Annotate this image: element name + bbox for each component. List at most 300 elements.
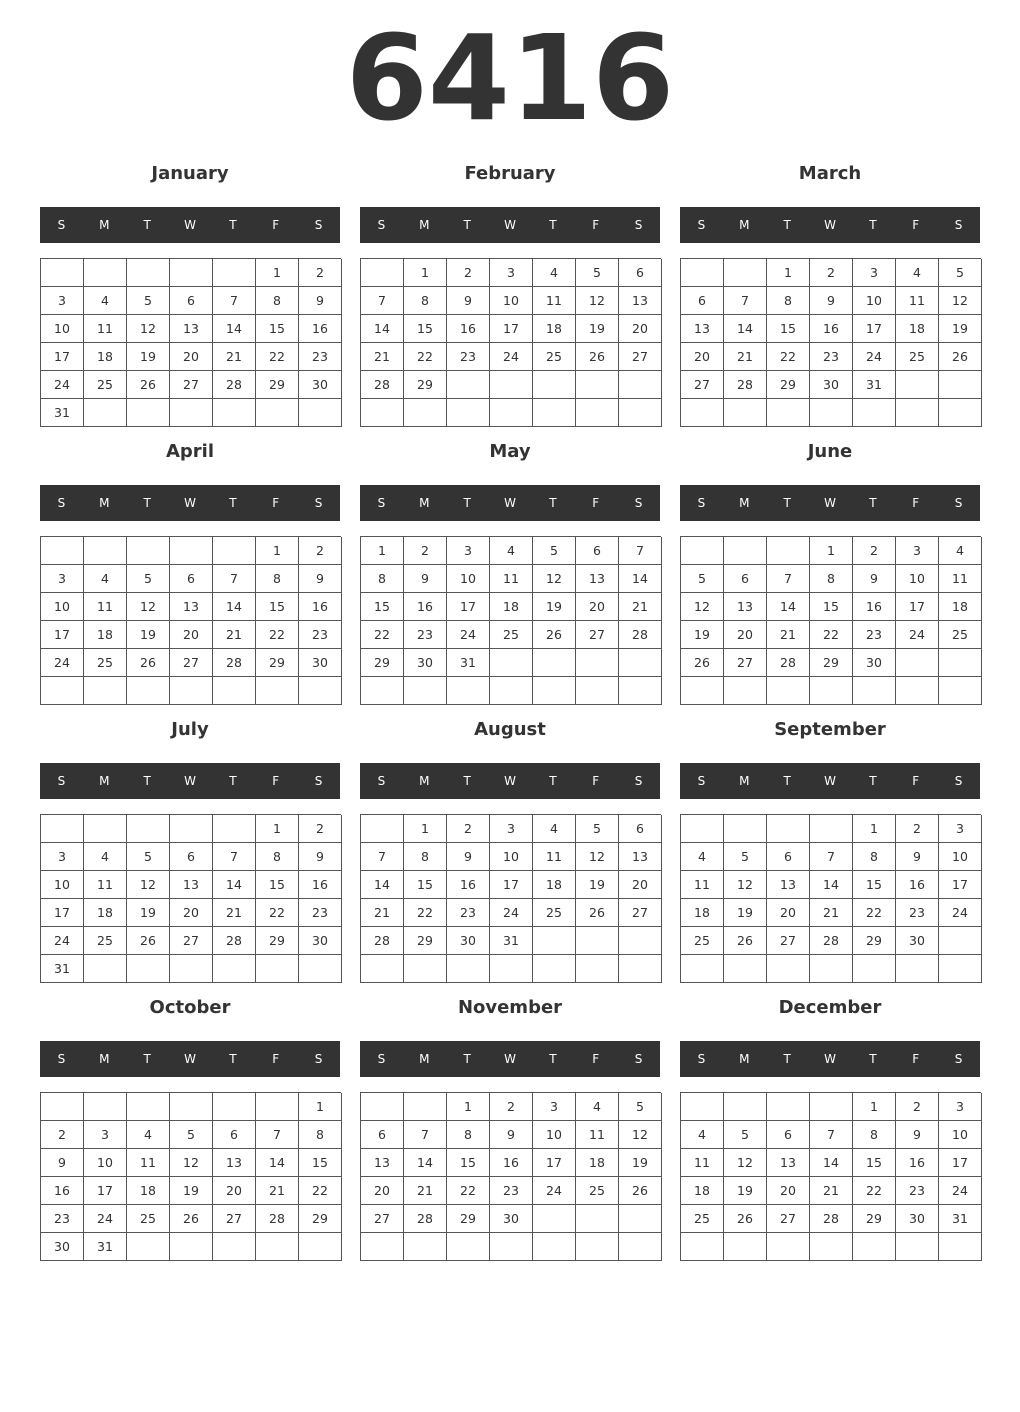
day-cell[interactable]: 15 [767, 315, 810, 343]
day-cell[interactable]: 1 [810, 537, 853, 565]
day-cell[interactable]: 3 [939, 1093, 982, 1121]
day-cell[interactable]: 5 [724, 1121, 767, 1149]
day-cell[interactable]: 6 [681, 287, 724, 315]
day-cell[interactable]: 15 [810, 593, 853, 621]
day-cell[interactable]: 24 [41, 927, 84, 955]
day-cell[interactable]: 14 [810, 871, 853, 899]
day-cell[interactable]: 20 [170, 899, 213, 927]
day-cell[interactable]: 20 [170, 343, 213, 371]
day-cell[interactable]: 22 [810, 621, 853, 649]
day-cell[interactable]: 23 [299, 343, 342, 371]
day-cell[interactable]: 31 [41, 399, 84, 427]
day-cell[interactable]: 30 [447, 927, 490, 955]
day-cell[interactable]: 22 [361, 621, 404, 649]
day-cell[interactable]: 26 [724, 1205, 767, 1233]
day-cell[interactable]: 21 [404, 1177, 447, 1205]
day-cell[interactable]: 11 [533, 843, 576, 871]
day-cell[interactable]: 23 [810, 343, 853, 371]
day-cell[interactable]: 29 [853, 1205, 896, 1233]
day-cell[interactable]: 12 [170, 1149, 213, 1177]
day-cell[interactable]: 24 [939, 899, 982, 927]
day-cell[interactable]: 14 [810, 1149, 853, 1177]
day-cell[interactable]: 2 [41, 1121, 84, 1149]
day-cell[interactable]: 19 [576, 315, 619, 343]
day-cell[interactable]: 24 [41, 649, 84, 677]
day-cell[interactable]: 13 [361, 1149, 404, 1177]
day-cell[interactable]: 5 [127, 287, 170, 315]
day-cell[interactable]: 31 [447, 649, 490, 677]
day-cell[interactable]: 16 [853, 593, 896, 621]
day-cell[interactable]: 28 [810, 1205, 853, 1233]
day-cell[interactable]: 15 [256, 871, 299, 899]
day-cell[interactable]: 14 [256, 1149, 299, 1177]
day-cell[interactable]: 1 [853, 1093, 896, 1121]
day-cell[interactable]: 9 [896, 843, 939, 871]
day-cell[interactable]: 4 [681, 1121, 724, 1149]
day-cell[interactable]: 31 [41, 955, 84, 983]
day-cell[interactable]: 15 [853, 871, 896, 899]
day-cell[interactable]: 10 [939, 843, 982, 871]
day-cell[interactable]: 2 [447, 815, 490, 843]
day-cell[interactable]: 2 [404, 537, 447, 565]
day-cell[interactable]: 11 [939, 565, 982, 593]
day-cell[interactable]: 24 [939, 1177, 982, 1205]
day-cell[interactable]: 11 [681, 1149, 724, 1177]
day-cell[interactable]: 4 [84, 843, 127, 871]
day-cell[interactable]: 5 [619, 1093, 662, 1121]
day-cell[interactable]: 15 [404, 871, 447, 899]
day-cell[interactable]: 21 [619, 593, 662, 621]
day-cell[interactable]: 13 [619, 287, 662, 315]
day-cell[interactable]: 18 [533, 871, 576, 899]
day-cell[interactable]: 20 [767, 899, 810, 927]
day-cell[interactable]: 13 [619, 843, 662, 871]
day-cell[interactable]: 4 [84, 287, 127, 315]
day-cell[interactable]: 23 [404, 621, 447, 649]
day-cell[interactable]: 30 [299, 371, 342, 399]
day-cell[interactable]: 1 [256, 815, 299, 843]
day-cell[interactable]: 14 [213, 315, 256, 343]
day-cell[interactable]: 3 [939, 815, 982, 843]
day-cell[interactable]: 10 [41, 315, 84, 343]
day-cell[interactable]: 28 [767, 649, 810, 677]
day-cell[interactable]: 8 [767, 287, 810, 315]
day-cell[interactable]: 29 [256, 649, 299, 677]
day-cell[interactable]: 12 [681, 593, 724, 621]
day-cell[interactable]: 29 [256, 371, 299, 399]
day-cell[interactable]: 28 [724, 371, 767, 399]
day-cell[interactable]: 25 [533, 899, 576, 927]
day-cell[interactable]: 31 [490, 927, 533, 955]
day-cell[interactable]: 16 [490, 1149, 533, 1177]
day-cell[interactable]: 22 [853, 1177, 896, 1205]
day-cell[interactable]: 27 [767, 1205, 810, 1233]
day-cell[interactable]: 17 [490, 871, 533, 899]
day-cell[interactable]: 28 [213, 649, 256, 677]
day-cell[interactable]: 17 [41, 899, 84, 927]
day-cell[interactable]: 18 [84, 621, 127, 649]
day-cell[interactable]: 28 [619, 621, 662, 649]
day-cell[interactable]: 1 [361, 537, 404, 565]
day-cell[interactable]: 1 [299, 1093, 342, 1121]
day-cell[interactable]: 18 [127, 1177, 170, 1205]
day-cell[interactable]: 24 [490, 343, 533, 371]
day-cell[interactable]: 7 [767, 565, 810, 593]
day-cell[interactable]: 16 [447, 871, 490, 899]
day-cell[interactable]: 13 [724, 593, 767, 621]
day-cell[interactable]: 14 [767, 593, 810, 621]
day-cell[interactable]: 29 [447, 1205, 490, 1233]
day-cell[interactable]: 25 [681, 1205, 724, 1233]
day-cell[interactable]: 21 [767, 621, 810, 649]
day-cell[interactable]: 18 [533, 315, 576, 343]
day-cell[interactable]: 27 [619, 343, 662, 371]
day-cell[interactable]: 16 [896, 1149, 939, 1177]
day-cell[interactable]: 26 [127, 927, 170, 955]
day-cell[interactable]: 5 [127, 565, 170, 593]
day-cell[interactable]: 20 [767, 1177, 810, 1205]
day-cell[interactable]: 26 [576, 899, 619, 927]
day-cell[interactable]: 21 [810, 1177, 853, 1205]
day-cell[interactable]: 13 [170, 593, 213, 621]
day-cell[interactable]: 13 [681, 315, 724, 343]
day-cell[interactable]: 26 [127, 649, 170, 677]
day-cell[interactable]: 30 [810, 371, 853, 399]
day-cell[interactable]: 5 [576, 259, 619, 287]
day-cell[interactable]: 8 [404, 287, 447, 315]
day-cell[interactable]: 10 [41, 593, 84, 621]
day-cell[interactable]: 13 [170, 871, 213, 899]
day-cell[interactable]: 28 [810, 927, 853, 955]
day-cell[interactable]: 2 [810, 259, 853, 287]
day-cell[interactable]: 14 [361, 871, 404, 899]
day-cell[interactable]: 11 [84, 871, 127, 899]
day-cell[interactable]: 16 [404, 593, 447, 621]
day-cell[interactable]: 10 [853, 287, 896, 315]
day-cell[interactable]: 2 [299, 537, 342, 565]
day-cell[interactable]: 24 [533, 1177, 576, 1205]
day-cell[interactable]: 30 [299, 927, 342, 955]
day-cell[interactable]: 24 [447, 621, 490, 649]
day-cell[interactable]: 3 [896, 537, 939, 565]
day-cell[interactable]: 29 [404, 927, 447, 955]
day-cell[interactable]: 12 [619, 1121, 662, 1149]
day-cell[interactable]: 23 [447, 899, 490, 927]
day-cell[interactable]: 5 [170, 1121, 213, 1149]
day-cell[interactable]: 27 [767, 927, 810, 955]
day-cell[interactable]: 16 [299, 315, 342, 343]
day-cell[interactable]: 2 [490, 1093, 533, 1121]
day-cell[interactable]: 7 [404, 1121, 447, 1149]
day-cell[interactable]: 29 [767, 371, 810, 399]
day-cell[interactable]: 9 [447, 287, 490, 315]
day-cell[interactable]: 9 [41, 1149, 84, 1177]
day-cell[interactable]: 20 [619, 315, 662, 343]
day-cell[interactable]: 23 [490, 1177, 533, 1205]
day-cell[interactable]: 28 [361, 927, 404, 955]
day-cell[interactable]: 14 [213, 593, 256, 621]
day-cell[interactable]: 1 [447, 1093, 490, 1121]
day-cell[interactable]: 15 [256, 315, 299, 343]
day-cell[interactable]: 6 [170, 287, 213, 315]
day-cell[interactable]: 2 [447, 259, 490, 287]
day-cell[interactable]: 31 [84, 1233, 127, 1261]
day-cell[interactable]: 14 [361, 315, 404, 343]
day-cell[interactable]: 4 [576, 1093, 619, 1121]
day-cell[interactable]: 8 [447, 1121, 490, 1149]
day-cell[interactable]: 25 [533, 343, 576, 371]
day-cell[interactable]: 3 [490, 259, 533, 287]
day-cell[interactable]: 8 [361, 565, 404, 593]
day-cell[interactable]: 3 [41, 565, 84, 593]
day-cell[interactable]: 17 [84, 1177, 127, 1205]
day-cell[interactable]: 18 [896, 315, 939, 343]
day-cell[interactable]: 19 [127, 621, 170, 649]
day-cell[interactable]: 23 [896, 1177, 939, 1205]
day-cell[interactable]: 15 [447, 1149, 490, 1177]
day-cell[interactable]: 26 [619, 1177, 662, 1205]
day-cell[interactable]: 28 [256, 1205, 299, 1233]
day-cell[interactable]: 12 [724, 871, 767, 899]
day-cell[interactable]: 12 [576, 843, 619, 871]
day-cell[interactable]: 6 [767, 843, 810, 871]
day-cell[interactable]: 13 [213, 1149, 256, 1177]
day-cell[interactable]: 25 [896, 343, 939, 371]
day-cell[interactable]: 19 [127, 343, 170, 371]
day-cell[interactable]: 12 [127, 871, 170, 899]
day-cell[interactable]: 20 [213, 1177, 256, 1205]
day-cell[interactable]: 7 [256, 1121, 299, 1149]
day-cell[interactable]: 9 [490, 1121, 533, 1149]
day-cell[interactable]: 8 [853, 843, 896, 871]
day-cell[interactable]: 7 [619, 537, 662, 565]
day-cell[interactable]: 8 [404, 843, 447, 871]
day-cell[interactable]: 30 [404, 649, 447, 677]
day-cell[interactable]: 23 [853, 621, 896, 649]
day-cell[interactable]: 14 [724, 315, 767, 343]
day-cell[interactable]: 6 [619, 259, 662, 287]
day-cell[interactable]: 21 [810, 899, 853, 927]
day-cell[interactable]: 15 [361, 593, 404, 621]
day-cell[interactable]: 25 [84, 649, 127, 677]
day-cell[interactable]: 11 [84, 593, 127, 621]
day-cell[interactable]: 27 [576, 621, 619, 649]
day-cell[interactable]: 1 [767, 259, 810, 287]
day-cell[interactable]: 24 [84, 1205, 127, 1233]
day-cell[interactable]: 17 [41, 621, 84, 649]
day-cell[interactable]: 20 [576, 593, 619, 621]
day-cell[interactable]: 9 [853, 565, 896, 593]
day-cell[interactable]: 4 [490, 537, 533, 565]
day-cell[interactable]: 27 [213, 1205, 256, 1233]
day-cell[interactable]: 29 [810, 649, 853, 677]
day-cell[interactable]: 16 [896, 871, 939, 899]
day-cell[interactable]: 26 [576, 343, 619, 371]
day-cell[interactable]: 2 [853, 537, 896, 565]
day-cell[interactable]: 14 [213, 871, 256, 899]
day-cell[interactable]: 17 [939, 871, 982, 899]
day-cell[interactable]: 27 [724, 649, 767, 677]
day-cell[interactable]: 11 [533, 287, 576, 315]
day-cell[interactable]: 17 [533, 1149, 576, 1177]
day-cell[interactable]: 6 [619, 815, 662, 843]
day-cell[interactable]: 10 [447, 565, 490, 593]
day-cell[interactable]: 7 [810, 843, 853, 871]
day-cell[interactable]: 30 [41, 1233, 84, 1261]
day-cell[interactable]: 3 [84, 1121, 127, 1149]
day-cell[interactable]: 25 [490, 621, 533, 649]
day-cell[interactable]: 6 [361, 1121, 404, 1149]
day-cell[interactable]: 28 [404, 1205, 447, 1233]
day-cell[interactable]: 9 [299, 287, 342, 315]
day-cell[interactable]: 4 [127, 1121, 170, 1149]
day-cell[interactable]: 17 [939, 1149, 982, 1177]
day-cell[interactable]: 16 [41, 1177, 84, 1205]
day-cell[interactable]: 14 [404, 1149, 447, 1177]
day-cell[interactable]: 20 [170, 621, 213, 649]
day-cell[interactable]: 21 [213, 899, 256, 927]
day-cell[interactable]: 25 [681, 927, 724, 955]
day-cell[interactable]: 29 [299, 1205, 342, 1233]
day-cell[interactable]: 16 [810, 315, 853, 343]
day-cell[interactable]: 2 [896, 815, 939, 843]
day-cell[interactable]: 9 [896, 1121, 939, 1149]
day-cell[interactable]: 3 [41, 843, 84, 871]
day-cell[interactable]: 8 [256, 565, 299, 593]
day-cell[interactable]: 6 [213, 1121, 256, 1149]
day-cell[interactable]: 2 [896, 1093, 939, 1121]
day-cell[interactable]: 24 [853, 343, 896, 371]
day-cell[interactable]: 19 [939, 315, 982, 343]
day-cell[interactable]: 27 [619, 899, 662, 927]
day-cell[interactable]: 11 [576, 1121, 619, 1149]
day-cell[interactable]: 25 [576, 1177, 619, 1205]
day-cell[interactable]: 26 [127, 371, 170, 399]
day-cell[interactable]: 2 [299, 815, 342, 843]
day-cell[interactable]: 23 [299, 621, 342, 649]
day-cell[interactable]: 18 [681, 1177, 724, 1205]
day-cell[interactable]: 7 [213, 843, 256, 871]
day-cell[interactable]: 26 [724, 927, 767, 955]
day-cell[interactable]: 13 [767, 1149, 810, 1177]
day-cell[interactable]: 30 [490, 1205, 533, 1233]
day-cell[interactable]: 10 [939, 1121, 982, 1149]
day-cell[interactable]: 21 [361, 343, 404, 371]
day-cell[interactable]: 7 [361, 287, 404, 315]
day-cell[interactable]: 22 [256, 899, 299, 927]
day-cell[interactable]: 8 [299, 1121, 342, 1149]
day-cell[interactable]: 28 [361, 371, 404, 399]
day-cell[interactable]: 20 [724, 621, 767, 649]
day-cell[interactable]: 12 [724, 1149, 767, 1177]
day-cell[interactable]: 8 [256, 843, 299, 871]
day-cell[interactable]: 3 [533, 1093, 576, 1121]
day-cell[interactable]: 18 [681, 899, 724, 927]
day-cell[interactable]: 29 [404, 371, 447, 399]
day-cell[interactable]: 20 [619, 871, 662, 899]
day-cell[interactable]: 4 [533, 259, 576, 287]
day-cell[interactable]: 8 [810, 565, 853, 593]
day-cell[interactable]: 18 [490, 593, 533, 621]
day-cell[interactable]: 10 [896, 565, 939, 593]
day-cell[interactable]: 22 [853, 899, 896, 927]
day-cell[interactable]: 21 [361, 899, 404, 927]
day-cell[interactable]: 22 [767, 343, 810, 371]
day-cell[interactable]: 12 [939, 287, 982, 315]
day-cell[interactable]: 30 [853, 649, 896, 677]
day-cell[interactable]: 27 [361, 1205, 404, 1233]
day-cell[interactable]: 27 [170, 371, 213, 399]
day-cell[interactable]: 10 [490, 843, 533, 871]
day-cell[interactable]: 10 [41, 871, 84, 899]
day-cell[interactable]: 24 [896, 621, 939, 649]
day-cell[interactable]: 17 [896, 593, 939, 621]
day-cell[interactable]: 29 [853, 927, 896, 955]
day-cell[interactable]: 21 [213, 343, 256, 371]
day-cell[interactable]: 10 [84, 1149, 127, 1177]
day-cell[interactable]: 12 [576, 287, 619, 315]
day-cell[interactable]: 1 [853, 815, 896, 843]
day-cell[interactable]: 4 [84, 565, 127, 593]
day-cell[interactable]: 5 [681, 565, 724, 593]
day-cell[interactable]: 7 [213, 287, 256, 315]
day-cell[interactable]: 6 [170, 565, 213, 593]
day-cell[interactable]: 17 [853, 315, 896, 343]
day-cell[interactable]: 6 [576, 537, 619, 565]
day-cell[interactable]: 23 [896, 899, 939, 927]
day-cell[interactable]: 20 [361, 1177, 404, 1205]
day-cell[interactable]: 25 [84, 927, 127, 955]
day-cell[interactable]: 30 [299, 649, 342, 677]
day-cell[interactable]: 14 [619, 565, 662, 593]
day-cell[interactable]: 3 [447, 537, 490, 565]
day-cell[interactable]: 19 [170, 1177, 213, 1205]
day-cell[interactable]: 16 [447, 315, 490, 343]
day-cell[interactable]: 1 [404, 815, 447, 843]
day-cell[interactable]: 25 [84, 371, 127, 399]
day-cell[interactable]: 12 [533, 565, 576, 593]
day-cell[interactable]: 13 [767, 871, 810, 899]
day-cell[interactable]: 3 [490, 815, 533, 843]
day-cell[interactable]: 18 [939, 593, 982, 621]
day-cell[interactable]: 6 [724, 565, 767, 593]
day-cell[interactable]: 7 [724, 287, 767, 315]
day-cell[interactable]: 11 [681, 871, 724, 899]
day-cell[interactable]: 29 [361, 649, 404, 677]
day-cell[interactable]: 1 [256, 537, 299, 565]
day-cell[interactable]: 12 [127, 593, 170, 621]
day-cell[interactable]: 19 [533, 593, 576, 621]
day-cell[interactable]: 1 [256, 259, 299, 287]
day-cell[interactable]: 10 [533, 1121, 576, 1149]
day-cell[interactable]: 24 [41, 371, 84, 399]
day-cell[interactable]: 16 [299, 593, 342, 621]
day-cell[interactable]: 4 [681, 843, 724, 871]
day-cell[interactable]: 5 [939, 259, 982, 287]
day-cell[interactable]: 28 [213, 371, 256, 399]
day-cell[interactable]: 9 [810, 287, 853, 315]
day-cell[interactable]: 21 [256, 1177, 299, 1205]
day-cell[interactable]: 17 [490, 315, 533, 343]
day-cell[interactable]: 8 [256, 287, 299, 315]
day-cell[interactable]: 13 [576, 565, 619, 593]
day-cell[interactable]: 4 [533, 815, 576, 843]
day-cell[interactable]: 3 [853, 259, 896, 287]
day-cell[interactable]: 23 [41, 1205, 84, 1233]
day-cell[interactable]: 4 [896, 259, 939, 287]
day-cell[interactable]: 18 [84, 899, 127, 927]
day-cell[interactable]: 19 [681, 621, 724, 649]
